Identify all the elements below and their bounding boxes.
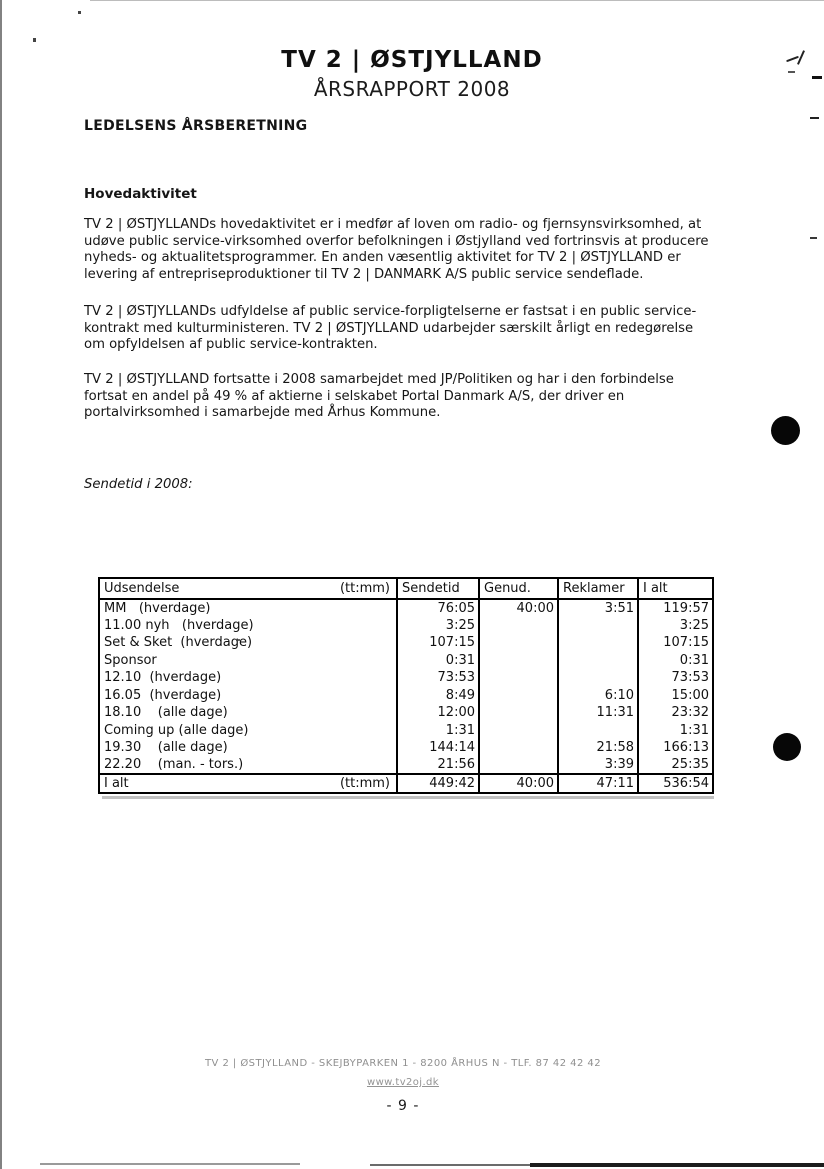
paragraph-3: [84, 372, 674, 422]
table-total-row: [99, 774, 713, 793]
header-cell-sendetid: Sendetid: [397, 578, 479, 599]
cell-sendetid: 76:05: [397, 599, 479, 617]
scan-speck: [33, 38, 36, 42]
cell-reklamer: [558, 722, 638, 740]
broadcast-table-container: [98, 577, 714, 794]
scan-bottom-edge: [530, 1163, 824, 1167]
cell-genud: [479, 722, 558, 740]
cell-sendetid: 73:53: [397, 669, 479, 687]
paragraph-line: TV 2 | ØSTJYLLANDs udfyldelse af public service-forpligtelserne er fastsat i en public service-: [84, 304, 697, 319]
cell-ialt: 73:53: [638, 669, 713, 687]
footer-website: [0, 1077, 806, 1088]
cell-reklamer: [558, 617, 638, 635]
cell-ialt: 15:00: [638, 687, 713, 705]
cell-reklamer: [558, 634, 638, 652]
cell-reklamer: 3:39: [558, 757, 638, 775]
cell-sendetid: 21:56: [397, 757, 479, 775]
cell-program: 12.10 (hverdage): [104, 670, 222, 686]
cell-reklamer: 21:58: [558, 739, 638, 757]
cell-sendetid: 3:25: [397, 617, 479, 635]
paragraph-line: levering af entrepriseproduktioner til TV 2 | DANMARK A/S public service sendeflade.: [84, 266, 644, 282]
table-row: [99, 757, 713, 775]
cell-program: Coming up (alle dage): [104, 722, 249, 738]
total-cell-label: [99, 774, 397, 793]
cell-sendetid: 144:14: [397, 739, 479, 757]
table-caption: Sendetid i 2008:: [84, 477, 193, 492]
table-row: [99, 652, 713, 670]
cell-genud: 40:00: [479, 599, 558, 617]
scan-smudge: [102, 796, 714, 799]
cell-reklamer: [558, 652, 638, 670]
section-heading: LEDELSENS ÅRSBERETNING: [84, 118, 308, 134]
cell-ialt: 0:31: [638, 652, 713, 670]
cell-ialt: 107:15: [638, 634, 713, 652]
broadcast-time-table: [98, 577, 714, 794]
table-row: [99, 634, 713, 652]
scan-dash: [810, 117, 819, 119]
total-cell-genud: 40:00: [479, 774, 558, 793]
cell-ialt: 119:57: [638, 599, 713, 617]
cell-genud: [479, 687, 558, 705]
cell-genud: [479, 617, 558, 635]
paragraph-line: udøve public service-virksomhed overfor befolkningen i Østjylland ved fortrinsvis at producere: [84, 233, 709, 249]
cell-sendetid: 8:49: [397, 687, 479, 705]
total-cell-sendetid: 449:42: [397, 774, 479, 793]
page-number: - 9 -: [386, 1098, 420, 1114]
total-cell-ialt: 536:54: [638, 774, 713, 793]
scan-bottom-edge: [40, 1163, 300, 1165]
table-row: [99, 599, 713, 617]
company-title: TV 2 | ØSTJYLLAND: [281, 47, 543, 73]
paragraph-2: [84, 304, 696, 354]
report-title: ÅRSRAPPORT 2008: [313, 77, 511, 101]
scan-bottom-edge: [370, 1164, 530, 1166]
cell-program: 18.10 (alle dage): [104, 705, 228, 721]
table-row: [99, 687, 713, 705]
website-url: www.tv2oj.dk: [366, 1077, 439, 1088]
header-label-unit: (tt:mm): [339, 581, 390, 596]
table-row: [99, 669, 713, 687]
total-label: I alt: [104, 776, 129, 791]
punch-hole-mark: [771, 416, 800, 445]
header-label-program: Udsendelse: [104, 581, 180, 596]
cell-genud: [479, 669, 558, 687]
header-cell-reklamer: Reklamer: [558, 578, 638, 599]
cell-genud: [479, 739, 558, 757]
paragraph-line: nyheds- og aktualitetsprogrammer. En anden væsentlig aktivitet for TV 2 | ØSTJYLLAND er: [84, 250, 681, 266]
cell-reklamer: 3:51: [558, 599, 638, 617]
cell-program: Set & Sket (hverdage): [104, 635, 253, 651]
cell-ialt: 3:25: [638, 617, 713, 635]
header-cell-ialt: I alt: [638, 578, 713, 599]
table-header-row: [99, 578, 713, 599]
cell-genud: [479, 704, 558, 722]
scan-speck: [78, 11, 81, 14]
cell-program: 16.05 (hverdage): [104, 687, 222, 703]
cell-ialt: 1:31: [638, 722, 713, 740]
cell-sendetid: 0:31: [397, 652, 479, 670]
cell-sendetid: 107:15: [397, 634, 479, 652]
punch-hole-mark: [773, 733, 801, 761]
paragraph-line: TV 2 | ØSTJYLLAND fortsatte i 2008 samarbejdet med JP/Politiken og har i den forbindelse: [84, 372, 674, 387]
total-unit: (tt:mm): [339, 776, 390, 791]
cell-reklamer: [558, 669, 638, 687]
cell-program: 19.30 (alle dage): [104, 740, 228, 756]
paragraph-line: om opfyldelsen af public service-kontrakten.: [84, 337, 378, 353]
header-cell-udsendelse: [99, 578, 397, 599]
cell-sendetid: 12:00: [397, 704, 479, 722]
cell-ialt: 23:32: [638, 704, 713, 722]
cell-reklamer: 11:31: [558, 704, 638, 722]
paragraph-line: TV 2 | ØSTJYLLANDs hovedaktivitet er i medfør af loven om radio- og fjernsynsvirksomhed, at: [84, 217, 702, 232]
table-row: [99, 617, 713, 635]
cell-ialt: 25:35: [638, 757, 713, 775]
cell-genud: [479, 757, 558, 775]
paragraph-1: [84, 217, 708, 283]
paragraph-line: kontrakt med kulturministeren. TV 2 | ØSTJYLLAND udarbejder særskilt årligt en redegørelse: [84, 320, 694, 336]
cell-ialt: 166:13: [638, 739, 713, 757]
cell-sendetid: 1:31: [397, 722, 479, 740]
cell-program: 22.20 (man. - tors.): [104, 757, 244, 773]
scan-left-edge: [0, 0, 2, 1169]
paragraph-line: portalvirksomhed i samarbejde med Århus Kommune.: [84, 405, 441, 421]
paragraph-line: fortsat en andel på 49 % af aktierne i selskabet Portal Danmark A/S, der driver en: [84, 388, 625, 404]
table-row: [99, 722, 713, 740]
scan-top-edge: [90, 0, 824, 1]
cell-genud: [479, 634, 558, 652]
total-cell-reklamer: 47:11: [558, 774, 638, 793]
cell-program: 11.00 nyh (hverdage): [104, 617, 254, 633]
subsection-heading: Hovedaktivitet: [84, 186, 197, 202]
header-cell-genud: Genud.: [479, 578, 558, 599]
scan-dash: [810, 237, 817, 239]
cell-program: Sponsor: [104, 652, 157, 668]
table-row: [99, 739, 713, 757]
cell-program: MM (hverdage): [104, 600, 211, 616]
cell-genud: [479, 652, 558, 670]
table-row: [99, 704, 713, 722]
footer-address: TV 2 | ØSTJYLLAND - SKEJBYPARKEN 1 - 8200 ÅRHUS N - TLF. 87 42 42 42: [204, 1058, 602, 1069]
cell-reklamer: 6:10: [558, 687, 638, 705]
